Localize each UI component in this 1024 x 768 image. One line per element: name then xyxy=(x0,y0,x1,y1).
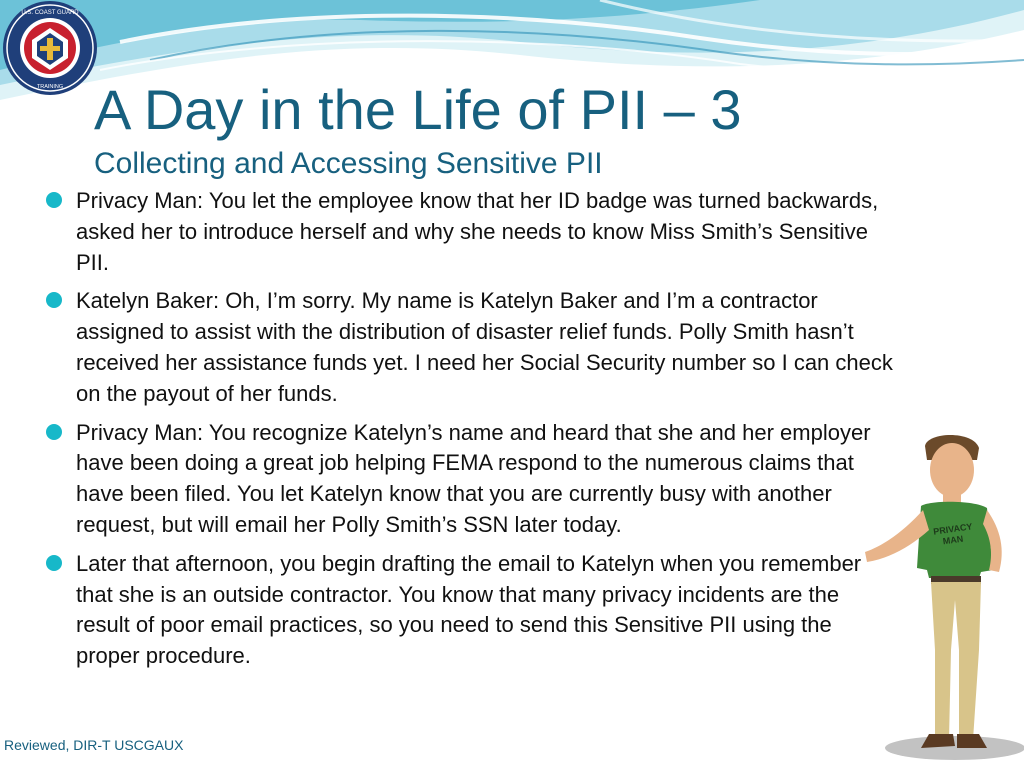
bullet-text: Privacy Man: You recognize Katelyn’s name and heard that she and her employer have been doing a great job helping FEMA respond to the numerous claims that have been filed. You let Katelyn know that you are currently busy with another request, but will email her Polly Smith’s SSN later today. xyxy=(76,419,871,537)
bullet-dot-icon xyxy=(46,292,62,308)
bullet-dot-icon xyxy=(46,555,62,571)
bullet-dot-icon xyxy=(46,424,62,440)
bullet-text: Privacy Man: You let the employee know that her ID badge was turned backwards, asked her to introduce herself and why she needs to know Miss Smith’s Sensitive PII. xyxy=(76,188,879,275)
bullet-item xyxy=(46,286,896,409)
bullet-text: Katelyn Baker: Oh, I’m sorry. My name is Katelyn Baker and I’m a contractor assigned to assist with the distribution of disaster relief funds. Polly Smith hasn’t received her assistance funds yet. I need her Social Security number so I can check on the payout of her funds. xyxy=(76,288,893,406)
bullet-dot-icon xyxy=(46,192,62,208)
coast-guard-auxiliary-seal-icon xyxy=(0,0,102,100)
privacy-man-illustration xyxy=(855,430,1024,768)
footer-reviewed-note: Reviewed, DIR-T USCGAUX xyxy=(4,737,184,753)
svg-text:PRIVACY: PRIVACY xyxy=(932,521,974,537)
bullet-text: Later that afternoon, you begin drafting the email to Katelyn when you remember that she is an outside contractor. You know that many privacy incidents are the result of poor email practices, so you need to send this Sensitive PII using the proper procedure. xyxy=(76,550,862,669)
svg-text:MAN: MAN xyxy=(942,533,964,547)
bullet-list xyxy=(46,186,896,680)
svg-text:U.S. COAST GUARD: U.S. COAST GUARD xyxy=(21,10,79,16)
bullet-item xyxy=(46,549,896,672)
bullet-item xyxy=(46,186,896,278)
slide-title: A Day in the Life of PII – 3 xyxy=(94,78,742,141)
bullet-item xyxy=(46,418,896,541)
slide-subtitle: Collecting and Accessing Sensitive PII xyxy=(94,147,603,180)
svg-text:TRAINING: TRAINING xyxy=(36,84,64,90)
